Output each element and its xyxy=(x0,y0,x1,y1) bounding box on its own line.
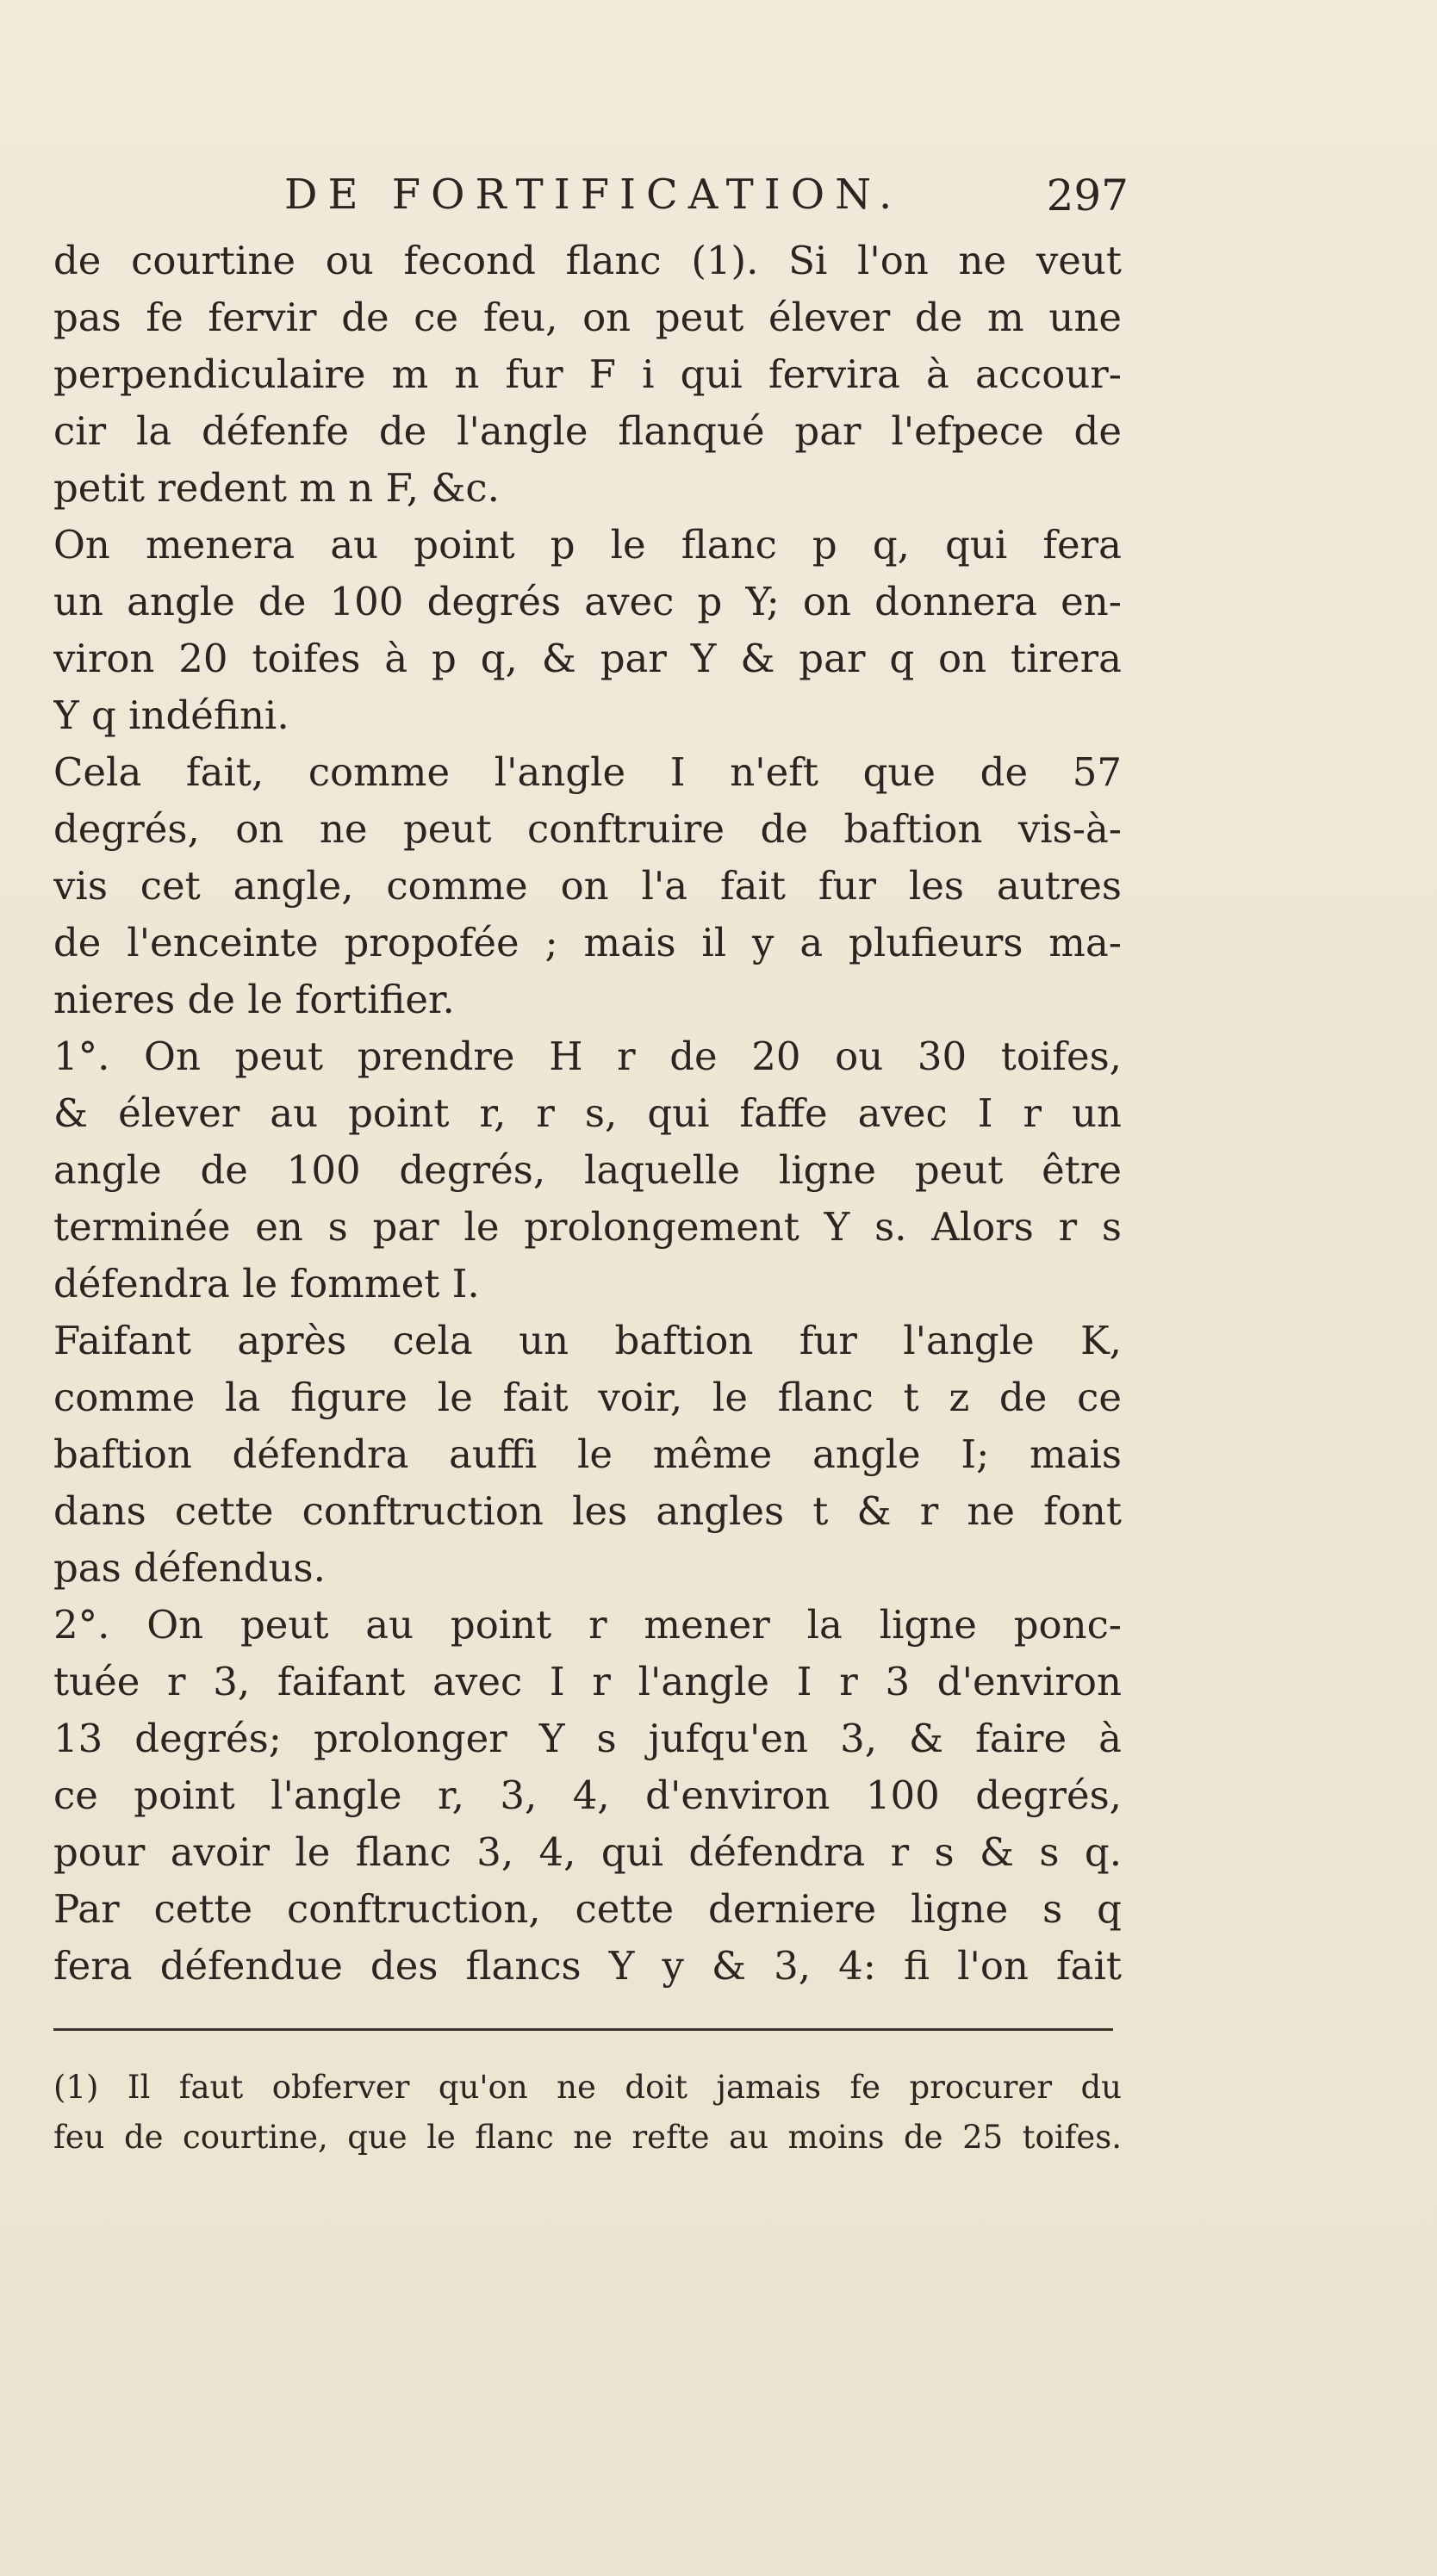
text-line: 13 degrés; prolonger Y s jufqu'en 3, & faire à xyxy=(53,1716,1122,1761)
text-line: perpendiculaire m n fur F i qui fervira à accour- xyxy=(53,351,1122,397)
text-line: fera défendue des flancs Y y & 3, 4: fi l'on fait xyxy=(53,1943,1122,1989)
text-line: pas fe fervir de ce feu, on peut élever de m une xyxy=(53,295,1122,340)
text-line: angle de 100 degrés, laquelle ligne peut être xyxy=(53,1147,1122,1193)
body-text xyxy=(53,233,1122,1995)
text-line: On menera au point p le flanc p q, qui fera xyxy=(53,522,1122,568)
footnote-line: feu de courtine, que le flanc ne refte au moins de 25 toifes. xyxy=(53,2119,1122,2156)
footnote-rule xyxy=(53,2028,1113,2031)
text-line: cir la défenfe de l'angle flanqué par l'efpece de xyxy=(53,408,1122,454)
text-line: dans cette conftruction les angles t & r ne font xyxy=(53,1488,1122,1534)
running-title: DE FORTIFICATION. xyxy=(284,171,903,219)
text-line: Y q indéfini. xyxy=(53,692,289,738)
footnote-line: (1) Il faut obferver qu'on ne doit jamais fe procurer du xyxy=(53,2069,1122,2106)
text-line: de courtine ou fecond flanc (1). Si l'on ne veut xyxy=(53,238,1122,283)
footnote xyxy=(53,2063,1122,2163)
text-line: de l'enceinte propofée ; mais il y a plufieurs ma- xyxy=(53,920,1122,965)
text-line: comme la figure le fait voir, le flanc t z de ce xyxy=(53,1375,1122,1420)
text-line: terminée en s par le prolongement Y s. Alors r s xyxy=(53,1204,1122,1250)
text-line: Par cette conftruction, cette derniere ligne s q xyxy=(53,1886,1122,1932)
page-number: 297 xyxy=(1046,171,1129,220)
text-line: ce point l'angle r, 3, 4, d'environ 100 degrés, xyxy=(53,1772,1122,1818)
text-line: 1°. On peut prendre H r de 20 ou 30 toifes, xyxy=(53,1034,1122,1079)
text-line: vis cet angle, comme on l'a fait fur les autres xyxy=(53,863,1122,909)
text-line: pas défendus. xyxy=(53,1545,326,1591)
text-line: défendra le fommet I. xyxy=(53,1261,480,1307)
text-line: baftion défendra auffi le même angle I; mais xyxy=(53,1431,1122,1477)
text-line: un angle de 100 degrés avec p Y; on donnera en- xyxy=(53,579,1122,624)
text-line: degrés, on ne peut conftruire de baftion vis-à- xyxy=(53,806,1122,852)
page-header xyxy=(284,171,1129,231)
text-line: Cela fait, comme l'angle I n'eft que de 57 xyxy=(53,749,1122,795)
text-line: tuée r 3, faifant avec I r l'angle I r 3 d'environ xyxy=(53,1659,1122,1704)
text-line: nieres de le fortifier. xyxy=(53,977,455,1022)
text-line: Faifant après cela un baftion fur l'angle K, xyxy=(53,1318,1122,1363)
text-line: pour avoir le flanc 3, 4, qui défendra r s & s q. xyxy=(53,1829,1122,1875)
text-line: & élever au point r, r s, qui faffe avec I r un xyxy=(53,1090,1122,1136)
text-line: 2°. On peut au point r mener la ligne ponc- xyxy=(53,1602,1122,1648)
text-line: viron 20 toifes à p q, & par Y & par q on tirera xyxy=(53,636,1122,681)
text-line: petit redent m n F, &c. xyxy=(53,465,500,511)
